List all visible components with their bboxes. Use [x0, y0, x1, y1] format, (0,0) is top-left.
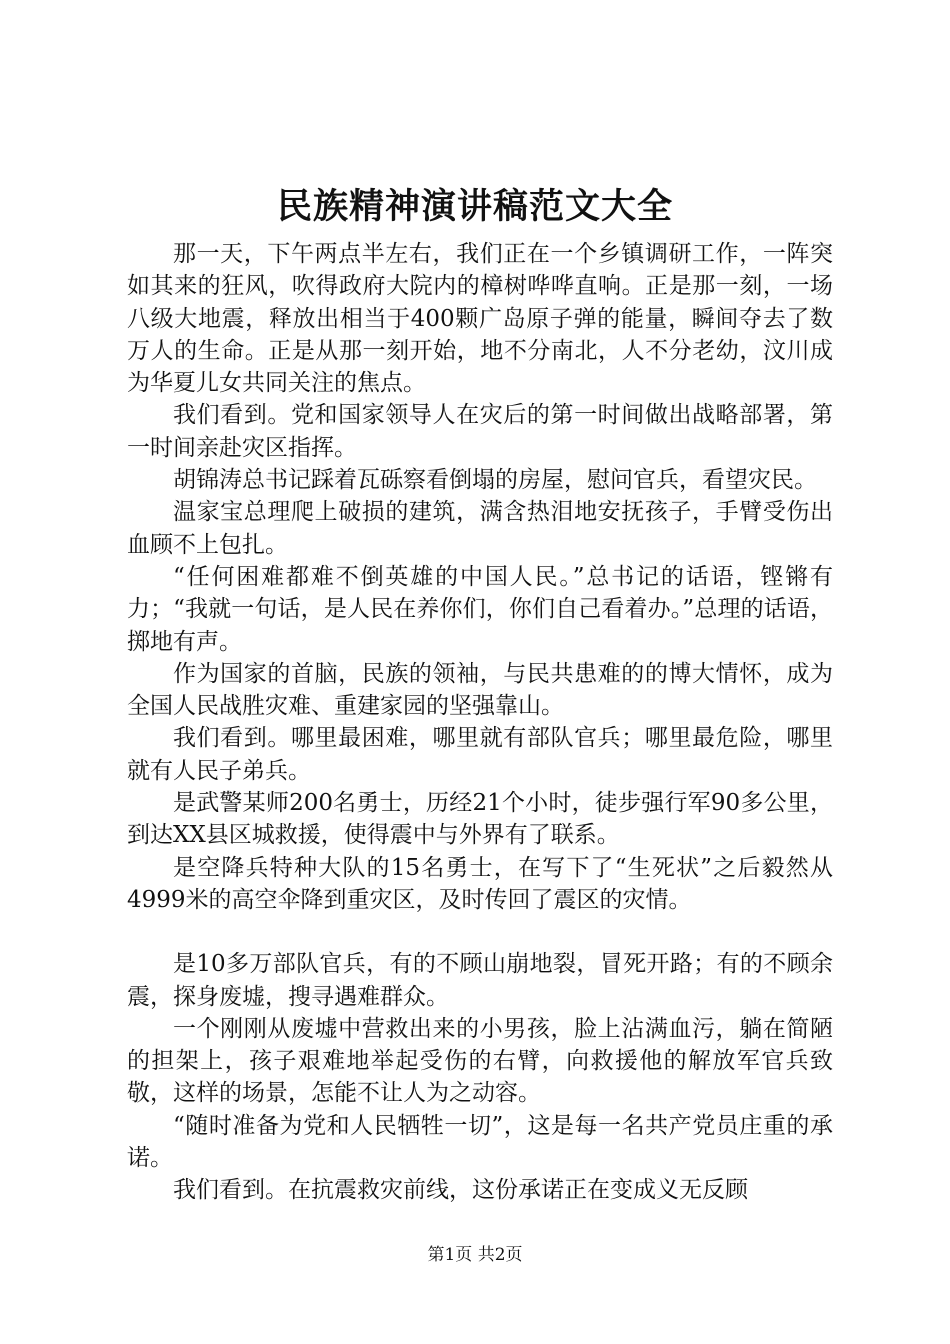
paragraph: “任何困难都难不倒英雄的中国人民。”总书记的话语，铿锵有力；“我就一句话，是人民在养你们，你们自己看着办。”总理的话语，掷地有声。 — [127, 563, 833, 655]
paragraph: 我们看到。党和国家领导人在灾后的第一时间做出战略部署，第一时间亲赴灾区指挥。 — [127, 402, 833, 461]
paragraph: 一个刚刚从废墟中营救出来的小男孩，脸上沾满血污，躺在简陋的担架上，孩子艰难地举起受伤的右臂，向救援他的解放军官兵致敬，这样的场景，怎能不让人为之动容。 — [127, 1015, 833, 1107]
paragraph: “随时准备为党和人民牺牲一切”，这是每一名共产党员庄重的承诺。 — [127, 1112, 833, 1172]
paragraph: 作为国家的首脑，民族的领袖，与民共患难的的博大情怀，成为全国人民战胜灾难、重建家园的坚强靠山。 — [127, 660, 833, 720]
paragraph: 那一天，下午两点半左右，我们正在一个乡镇调研工作，一阵突如其来的狂风，吹得政府大院内的樟树哗哗直响。正是那一刻，一场八级大地震，释放出相当于400颗广岛原子弹的能量，瞬间夺去了数万人的生命。正是从那一刻开始，地不分南北，人不分老幼，汶川成为华夏儿女共同关注的焦点。 — [127, 241, 833, 397]
paragraph: 我们看到。哪里最困难，哪里就有部队官兵；哪里最危险，哪里就有人民子弟兵。 — [127, 725, 833, 784]
paragraph: 是10多万部队官兵，有的不顾山崩地裂，冒死开路；有的不顾余震，探身废墟，搜寻遇难群众。 — [127, 951, 833, 1010]
paragraph: 胡锦涛总书记踩着瓦砾察看倒塌的房屋，慰问官兵，看望灾民。 — [173, 467, 817, 494]
paragraph: 我们看到。在抗震救灾前线，这份承诺正在变成义无反顾 — [173, 1177, 748, 1204]
document-body — [127, 238, 833, 1207]
page-number-footer: 第1页 共2页 — [427, 1245, 523, 1265]
paragraph: 是空降兵特种大队的15名勇士，在写下了“生死状”之后毅然从4999米的高空伞降到重灾区，及时传回了震区的灾情。 — [127, 854, 833, 913]
document-title: 民族精神演讲稿范文大全 — [276, 186, 673, 227]
paragraph: 是武警某师200名勇士，历经21个小时，徒步强行军90多公里，到达XX县区城救援，使得震中与外界有了联系。 — [127, 790, 833, 849]
paragraph: 温家宝总理爬上破损的建筑，满含热泪地安抚孩子，手臂受伤出血顾不上包扎。 — [127, 499, 833, 558]
